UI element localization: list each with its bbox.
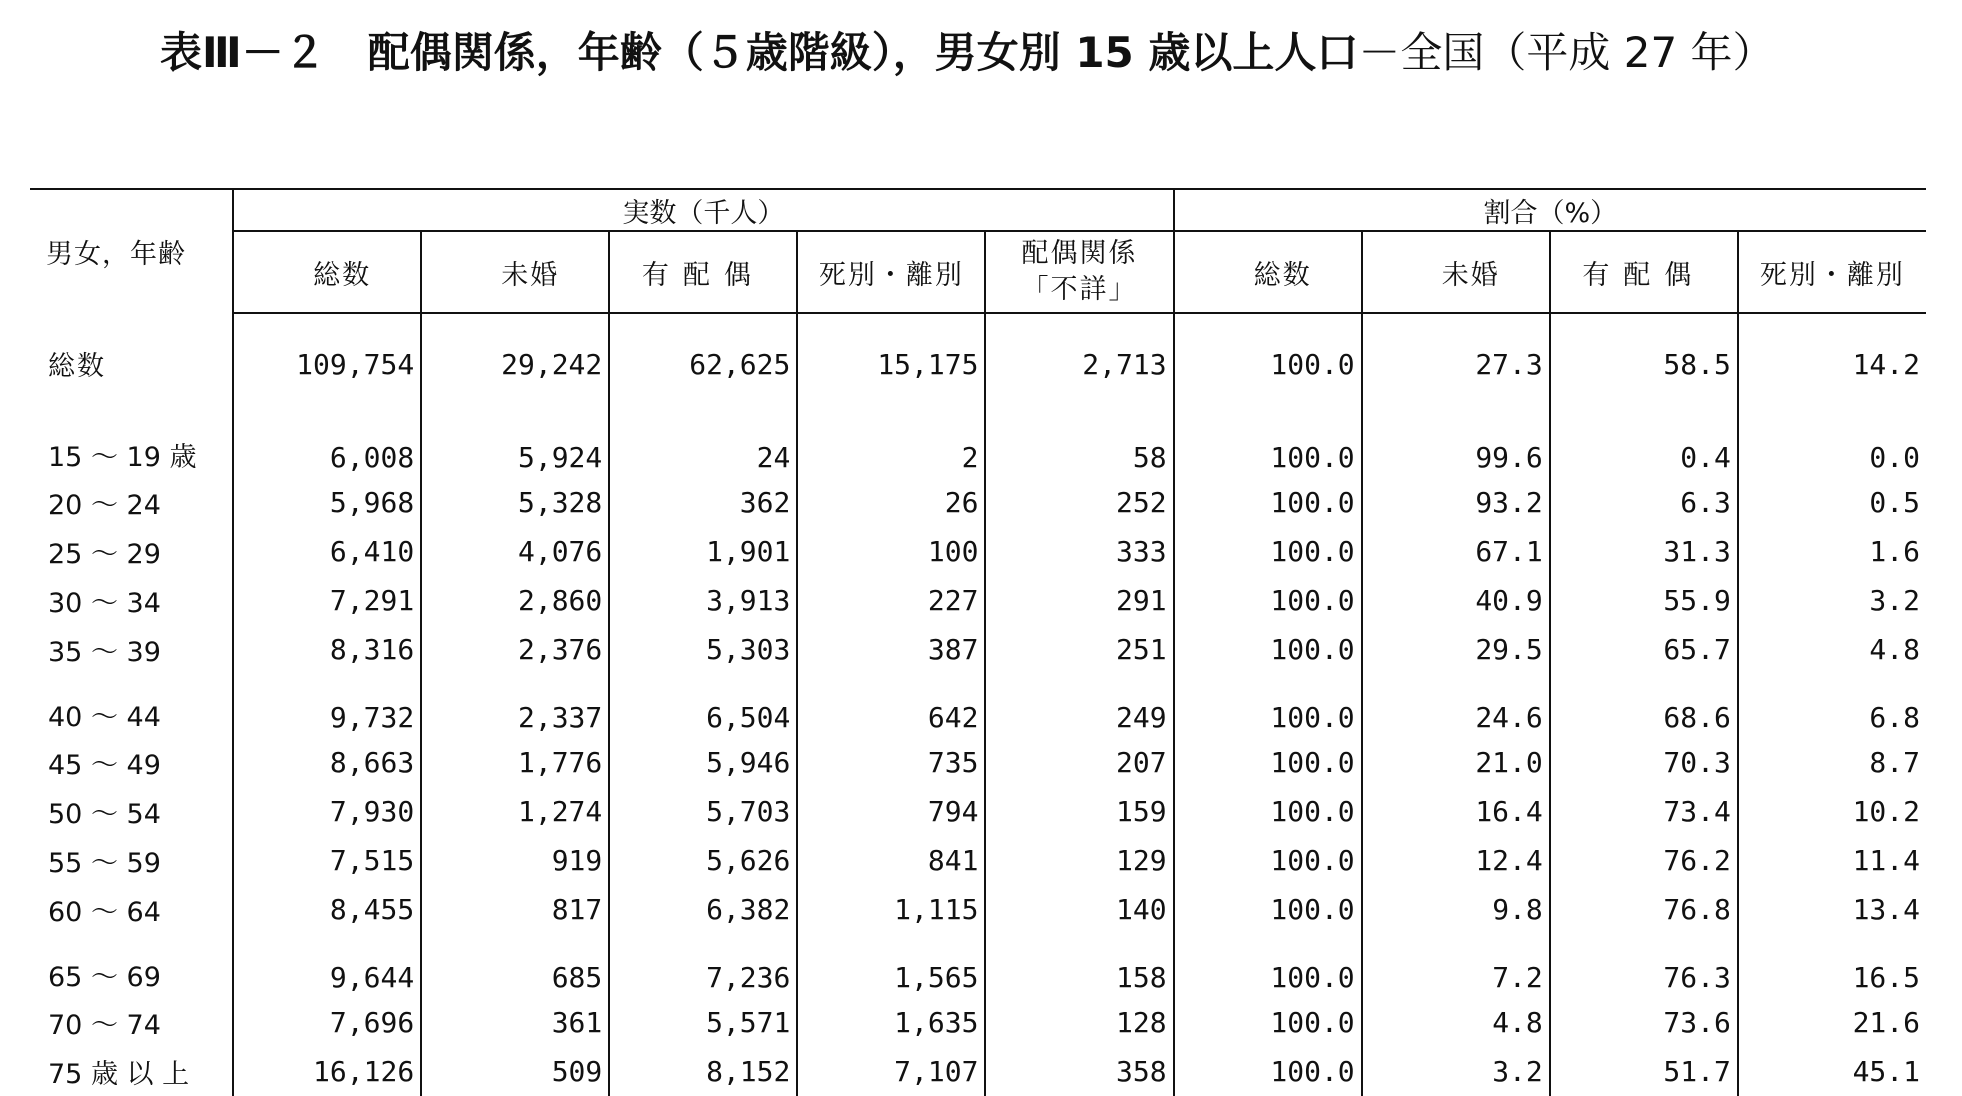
cell-value: 8,663 (233, 738, 421, 787)
cell-value: 0.4 (1550, 414, 1738, 478)
group-ratio-header: 割合（%） (1174, 189, 1926, 231)
cell-value: 70.3 (1550, 738, 1738, 787)
cell-value: 24.6 (1362, 674, 1550, 738)
row-label: 25 ～ 29 (48, 539, 161, 570)
cell-value: 252 (985, 478, 1173, 527)
cell-value: 1,901 (609, 527, 797, 576)
cell-value: 73.4 (1550, 787, 1738, 836)
cell-value: 5,571 (609, 998, 797, 1047)
cell-value: 4.8 (1738, 625, 1926, 674)
cell-value: 21.6 (1738, 998, 1926, 1047)
cell-value: 685 (421, 934, 609, 998)
table-body (30, 313, 1926, 1096)
cell-value: 5,703 (609, 787, 797, 836)
cell-value: 6,382 (609, 885, 797, 934)
cell-value: 129 (985, 836, 1173, 885)
row-label: 50 ～ 54 (48, 799, 161, 830)
cell-value: 16.5 (1738, 934, 1926, 998)
table-row (30, 1047, 1926, 1096)
cell-value: 7,515 (233, 836, 421, 885)
cell-value: 100.0 (1174, 787, 1362, 836)
row-label: 20 ～ 24 (48, 490, 161, 521)
cell-value: 8,316 (233, 625, 421, 674)
cell-value: 5,924 (421, 414, 609, 478)
cell-value: 5,626 (609, 836, 797, 885)
cell-value: 100.0 (1174, 885, 1362, 934)
cell-value: 1.6 (1738, 527, 1926, 576)
cell-value: 7,236 (609, 934, 797, 998)
cell-value: 100.0 (1174, 836, 1362, 885)
cell-value: 100 (797, 527, 985, 576)
cell-value: 227 (797, 576, 985, 625)
page-title (160, 20, 1775, 80)
cell-value: 2 (797, 414, 985, 478)
cell-value: 158 (985, 934, 1173, 998)
row-label: 75 歳 以 上 (48, 1059, 190, 1090)
cell-value: 291 (985, 576, 1173, 625)
table-row (30, 934, 1926, 998)
cell-value: 4,076 (421, 527, 609, 576)
table-row (30, 313, 1926, 414)
table-row (30, 674, 1926, 738)
cell-value: 735 (797, 738, 985, 787)
col-actual-unknown (985, 231, 1173, 313)
table-row (30, 625, 1926, 674)
table-row (30, 836, 1926, 885)
cell-value: 100.0 (1174, 625, 1362, 674)
col-actual-total: 総数 (233, 231, 421, 313)
cell-value: 7,930 (233, 787, 421, 836)
cell-value: 1,776 (421, 738, 609, 787)
cell-value: 2,713 (985, 313, 1173, 414)
row-label: 40 ～ 44 (48, 702, 161, 733)
cell-value: 140 (985, 885, 1173, 934)
cell-value: 11.4 (1738, 836, 1926, 885)
cell-value: 68.6 (1550, 674, 1738, 738)
col-ratio-unmarried: 未婚 (1362, 231, 1550, 313)
cell-value: 919 (421, 836, 609, 885)
row-label: 総数 (48, 351, 106, 382)
cell-value: 3.2 (1738, 576, 1926, 625)
cell-value: 67.1 (1362, 527, 1550, 576)
cell-value: 100.0 (1174, 1047, 1362, 1096)
cell-value: 13.4 (1738, 885, 1926, 934)
cell-value: 100.0 (1174, 998, 1362, 1047)
cell-value: 21.0 (1362, 738, 1550, 787)
cell-value: 76.2 (1550, 836, 1738, 885)
cell-value: 58.5 (1550, 313, 1738, 414)
col-actual-widowed-divorced: 死別・離別 (797, 231, 985, 313)
cell-value: 73.6 (1550, 998, 1738, 1047)
cell-value: 100.0 (1174, 414, 1362, 478)
cell-value: 817 (421, 885, 609, 934)
cell-value: 333 (985, 527, 1173, 576)
title-sub: －全国（平成 27 年） (1358, 28, 1775, 77)
cell-value: 16.4 (1362, 787, 1550, 836)
cell-value: 8,152 (609, 1047, 797, 1096)
cell-value: 76.3 (1550, 934, 1738, 998)
cell-value: 358 (985, 1047, 1173, 1096)
cell-value: 100.0 (1174, 576, 1362, 625)
table-row (30, 414, 1926, 478)
table-row (30, 527, 1926, 576)
cell-value: 100.0 (1174, 478, 1362, 527)
cell-value: 6,008 (233, 414, 421, 478)
cell-value: 1,565 (797, 934, 985, 998)
cell-value: 15,175 (797, 313, 985, 414)
table-row (30, 478, 1926, 527)
cell-value: 12.4 (1362, 836, 1550, 885)
cell-value: 387 (797, 625, 985, 674)
cell-value: 0.0 (1738, 414, 1926, 478)
row-label: 55 ～ 59 (48, 848, 161, 879)
cell-value: 51.7 (1550, 1047, 1738, 1096)
cell-value: 7,696 (233, 998, 421, 1047)
row-header: 男女，年齢 (30, 189, 233, 313)
cell-value: 1,115 (797, 885, 985, 934)
cell-value: 1,635 (797, 998, 985, 1047)
cell-value: 58 (985, 414, 1173, 478)
cell-value: 128 (985, 998, 1173, 1047)
cell-value: 794 (797, 787, 985, 836)
cell-value: 7,291 (233, 576, 421, 625)
cell-value: 65.7 (1550, 625, 1738, 674)
cell-value: 1,274 (421, 787, 609, 836)
cell-value: 3.2 (1362, 1047, 1550, 1096)
row-label: 60 ～ 64 (48, 897, 161, 928)
col-actual-married: 有配偶 (609, 231, 797, 313)
cell-value: 3,913 (609, 576, 797, 625)
cell-value: 841 (797, 836, 985, 885)
cell-value: 642 (797, 674, 985, 738)
cell-value: 76.8 (1550, 885, 1738, 934)
cell-value: 62,625 (609, 313, 797, 414)
cell-value: 2,337 (421, 674, 609, 738)
row-label: 65 ～ 69 (48, 962, 161, 993)
cell-value: 6,410 (233, 527, 421, 576)
row-label: 45 ～ 49 (48, 750, 161, 781)
col-ratio-married: 有配偶 (1550, 231, 1738, 313)
cell-value: 5,303 (609, 625, 797, 674)
cell-value: 2,376 (421, 625, 609, 674)
cell-value: 5,968 (233, 478, 421, 527)
cell-value: 2,860 (421, 576, 609, 625)
group-actual-header: 実数（千人） (233, 189, 1173, 231)
row-label: 35 ～ 39 (48, 637, 161, 668)
cell-value: 362 (609, 478, 797, 527)
cell-value: 5,328 (421, 478, 609, 527)
cell-value: 100.0 (1174, 934, 1362, 998)
col-unknown-line1: 配偶関係 (1021, 238, 1138, 269)
title-main: 表Ⅲ－２ 配偶関係，年齢（５歳階級），男女別 15 歳以上人口 (160, 28, 1359, 77)
cell-value: 7,107 (797, 1047, 985, 1096)
cell-value: 100.0 (1174, 527, 1362, 576)
col-unknown-line2: 「不詳」 (1021, 274, 1138, 305)
table-row (30, 787, 1926, 836)
cell-value: 8,455 (233, 885, 421, 934)
table-row (30, 738, 1926, 787)
population-table (30, 188, 1926, 1096)
cell-value: 45.1 (1738, 1047, 1926, 1096)
cell-value: 249 (985, 674, 1173, 738)
cell-value: 6.3 (1550, 478, 1738, 527)
cell-value: 9.8 (1362, 885, 1550, 934)
table-header (30, 189, 1926, 313)
cell-value: 27.3 (1362, 313, 1550, 414)
cell-value: 4.8 (1362, 998, 1550, 1047)
table-row (30, 576, 1926, 625)
cell-value: 6.8 (1738, 674, 1926, 738)
cell-value: 251 (985, 625, 1173, 674)
cell-value: 93.2 (1362, 478, 1550, 527)
cell-value: 99.6 (1362, 414, 1550, 478)
cell-value: 159 (985, 787, 1173, 836)
row-label: 30 ～ 34 (48, 588, 161, 619)
cell-value: 5,946 (609, 738, 797, 787)
cell-value: 100.0 (1174, 674, 1362, 738)
col-ratio-total: 総数 (1174, 231, 1362, 313)
cell-value: 24 (609, 414, 797, 478)
cell-value: 100.0 (1174, 313, 1362, 414)
cell-value: 361 (421, 998, 609, 1047)
cell-value: 509 (421, 1047, 609, 1096)
cell-value: 100.0 (1174, 738, 1362, 787)
cell-value: 31.3 (1550, 527, 1738, 576)
cell-value: 16,126 (233, 1047, 421, 1096)
cell-value: 29.5 (1362, 625, 1550, 674)
cell-value: 207 (985, 738, 1173, 787)
cell-value: 29,242 (421, 313, 609, 414)
cell-value: 55.9 (1550, 576, 1738, 625)
cell-value: 9,732 (233, 674, 421, 738)
cell-value: 26 (797, 478, 985, 527)
cell-value: 9,644 (233, 934, 421, 998)
row-label: 15 ～ 19 歳 (48, 442, 197, 473)
row-label: 70 ～ 74 (48, 1010, 161, 1041)
table-row (30, 885, 1926, 934)
col-ratio-widowed-divorced: 死別・離別 (1738, 231, 1926, 313)
cell-value: 10.2 (1738, 787, 1926, 836)
cell-value: 7.2 (1362, 934, 1550, 998)
cell-value: 8.7 (1738, 738, 1926, 787)
cell-value: 14.2 (1738, 313, 1926, 414)
col-actual-unmarried: 未婚 (421, 231, 609, 313)
cell-value: 0.5 (1738, 478, 1926, 527)
cell-value: 6,504 (609, 674, 797, 738)
cell-value: 40.9 (1362, 576, 1550, 625)
table-row (30, 998, 1926, 1047)
cell-value: 109,754 (233, 313, 421, 414)
